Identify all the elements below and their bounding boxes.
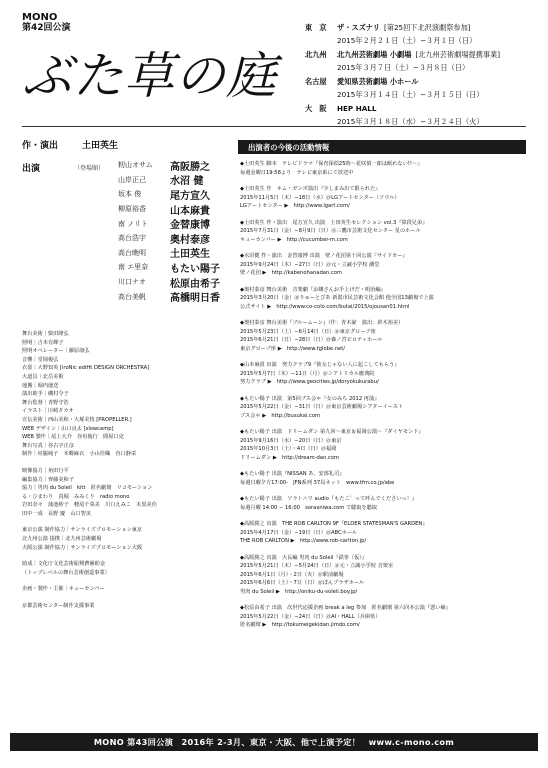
venue-line (305, 49, 500, 61)
staff-line: 協力｜男肉 du Soleil kitt 匿名劇壇 リコモーション (22, 485, 153, 492)
activity-line: 2015年5月22日（金）−31日（日）＠東京芸術劇場シアターイースト (240, 404, 404, 410)
activity-line: THE ROB CARLTON ▶ http://www.rob-carlton.jp/ (240, 538, 367, 544)
activity-line: 毎週金曜日19:58より テレビ東京系にて放送中 (240, 169, 354, 176)
actor-name: 高橋明日香 (170, 293, 220, 305)
actor-name: もたい陽子 (170, 263, 220, 275)
staff-line: 舞台監督｜青野守浩 (22, 399, 69, 406)
staff-credits (22, 330, 227, 611)
activity-line: 2015年6月6日（土）・7日（日）＠ぽんプラザホール (240, 580, 365, 586)
staff-line: 宣伝美術｜西山美和・大塚美枝 [PROPELLER.] (22, 416, 132, 423)
director-line (22, 140, 227, 153)
staff-block (22, 560, 227, 577)
activity-item (240, 428, 530, 462)
venue-name: 北九州芸術劇場 小劇場 (337, 50, 412, 59)
activity-line: ◆土田英生 作・演出 尾方宣久 出演 土田英生セレクション vol.3『算段兄弟』 (240, 219, 428, 226)
staff-line: 制作｜垣脇純子 本郷麻衣 小山佳織 谷口静栄 (22, 451, 137, 458)
activity-line: 公式サイト ▶ http://www.co-colo.com/butai/2015/ojousan01.html (240, 303, 410, 310)
cast-row (22, 289, 227, 304)
activity-line: LGアートセンター ▶ http://www.lgart.com/ (240, 203, 350, 209)
character-name: 柳原裕香 (118, 205, 146, 214)
actor-name: 金替康博 (170, 220, 210, 232)
staff-line: 大阪公演 制作協力｜サンライズプロモーション大阪 (22, 544, 143, 551)
staff-line: る・ひまわり 真堀 みみくり radio mono (22, 493, 130, 500)
activity-item (240, 286, 530, 312)
footer-banner: MONO 第43回公演 2016年 2-3月、東京・大阪、他で上演予定！ www.c-mono.com (10, 733, 538, 751)
activity-item (240, 495, 530, 512)
venue-city: 大 阪 (305, 104, 327, 113)
activity-line: キューカンパー ▶ http://cucumber-m.com (240, 236, 348, 243)
venue-city: 名古屋 (305, 77, 327, 86)
staff-line: 演出助手｜磯村令子 (22, 391, 69, 398)
activity-line: 2015年6月1日（月）・2日（火）＠駅前劇場 (240, 571, 344, 578)
venue-item (305, 103, 500, 128)
director-name: 土田英生 (82, 141, 119, 151)
venue-item (305, 22, 500, 47)
activity-line: 男肉 du Soleil ▶ http://oniku-du-soleil.boy.jp/ (240, 588, 358, 595)
cast-order-note: （登場順） (74, 165, 105, 172)
staff-line: 舞台写真｜谷古宇正彦 (22, 442, 74, 449)
activity-item (240, 361, 530, 387)
cast-row (22, 260, 227, 275)
activity-line: 毎週月曜 14:00 − 16:00 soraxniwa.com で聴取を聴取 (240, 504, 378, 511)
staff-line: 映像協力｜角田行平 (22, 467, 69, 474)
venue-city: 東 京 (305, 23, 327, 32)
activity-line: ◆高阪勝之 出演 THE ROB CARLTON 9F『ELDER STATESMAN'S GARDEN』 (240, 521, 428, 527)
staff-line: 照明｜吉本有輝子 (22, 339, 64, 346)
venue-name: ザ・スズナリ (337, 23, 380, 32)
venue-line (305, 22, 500, 34)
staff-line: 助成｜文化庁文化芸術振興費補助金 (22, 561, 106, 568)
activity-line: ◆奥村泰彦 舞台美術 音楽劇『お嬢さんお手上げだ・明治編』 (240, 286, 386, 293)
episode-label: 第42回公演 (22, 23, 71, 33)
venue-name: HEP HALL (337, 104, 377, 113)
activity-item (240, 470, 530, 487)
activity-line: ◆もたい陽子 出演 第5回ブス会＊『女のみち 2012 再演』 (240, 395, 380, 402)
activity-line: 2015年9月16日（水）−20日（日）＠東京 (240, 437, 342, 444)
actor-name: 山本麻貴 (170, 205, 210, 217)
staff-line: 衣裳｜大野知英 [iroNic ediHt DESIGN ORCHESTRA] (22, 365, 150, 372)
venue-list (305, 22, 500, 130)
activity-line: ◆松原由希子 出演 次世代応援企画 break a leg 参加 匿名劇壇 第六回本公演『悪い癖』 (240, 605, 451, 611)
activity-line: ◆もたい陽子 出演 ソラトニワ audio『もたこ゛って呼んでくださいっ！』 (240, 496, 418, 502)
staff-line: 舞台美術｜柴田隆弘 (22, 331, 69, 337)
actor-name: 土田英生 (170, 249, 210, 261)
venue-line (305, 103, 500, 115)
activity-line: 2015年7月31日（金）−8月9日（日）＠三鷹市芸術文化センター 星のホール (240, 228, 421, 234)
activity-line: ◆山本麻貴 出演 努力クラブ9『彼女じゃない人に起こしてもらう』 (240, 362, 400, 368)
activity-line: 壁ノ花団 ▶ http://kabenohanadan.com (240, 270, 342, 276)
venue-item (305, 49, 500, 74)
activity-line: ◆高阪勝之 出演 大長編 男肉 du Soleil『鉄拳（仮）』 (240, 554, 368, 561)
activity-line: 2015年3月20日（金）＠りゅーとぴあ 新潟市民芸術文化会館 他全国13劇場で上演 (240, 295, 434, 301)
activity-line: 2015年10月3日（土）・4日（日）＠福岡 (240, 446, 337, 452)
character-name: 高台晩明 (118, 248, 146, 257)
character-name: 南 ノリト (118, 219, 148, 228)
activity-line: ◆もたい陽子 出演 ドリームダン 第九回〜東京＆福岡公演〜『ダイヤモンド』 (240, 429, 424, 435)
activity-line: 2015年4月17日（金）−19日（日）＠ABCホール (240, 529, 358, 536)
character-name: 南 エ里奈 (118, 263, 149, 272)
actor-name: 奥村泰彦 (170, 234, 210, 246)
staff-block (22, 526, 227, 552)
character-name: 川口ナオ (118, 278, 146, 287)
cast-row (22, 275, 227, 290)
venue-dates: 2015年２月２１日（土）−３月１日（日） (337, 36, 477, 45)
character-name: 高台美帆 (118, 292, 146, 301)
staff-block (22, 602, 227, 611)
activity-line: 2015年5月21日（木）−5月24日（日）＠元・立誠小学校 音楽室 (240, 563, 394, 569)
staff-line: 音響｜堂岡俊弘 (22, 356, 59, 363)
cast-row (22, 173, 227, 188)
director-label: 作・演出 (22, 141, 59, 151)
cast-row (22, 202, 227, 217)
activity-item (240, 604, 530, 630)
activities-heading: 出演者の今後の活動情報 (238, 140, 526, 154)
activity-item (240, 160, 530, 177)
venue-name: 愛知県芸術劇場 小ホール (337, 77, 419, 86)
venue-dates: 2015年３月１８日（水）−３月２４日（火） (337, 117, 484, 126)
actor-name: 高阪勝之 (170, 161, 210, 173)
staff-line: 大道具｜北岳美術 (22, 373, 64, 380)
play-title: ぶた草の庭 (22, 47, 277, 105)
actor-name: 水沼 健 (170, 176, 204, 188)
activity-line: 2015年5月23日（土）−6月14日（日）＠東京グローブ座 (240, 328, 376, 335)
venue-city: 北九州 (305, 50, 327, 59)
activity-line: 2015年5月22日（金）−24日（日）＠AI・HALL（兵庫県） (240, 613, 381, 620)
staff-line: 編集協力｜齊藤美和子 (22, 476, 74, 483)
activity-line: ◆土田英生 作 キム・ガンボ演出『少しまみ出て限られた』 (240, 186, 381, 192)
character-name: 坂本 俊 (118, 190, 142, 199)
venue-item (305, 76, 500, 101)
activity-line: 2015年6月21日（日）−28日（日）＠森ノ宮ピロティホール (240, 337, 383, 343)
activity-line: ◆水沼健 作・演出 金替康博 出演 壁ノ花団第十回公演『サイドカー』 (240, 253, 408, 259)
cast-row (22, 231, 227, 246)
activity-item (240, 395, 530, 421)
activity-item (240, 319, 530, 353)
troupe-name: MONO (22, 12, 58, 23)
activity-line: ◆土田英生 脚本 テレビドラマ『保育探偵25時〜花咲慎一郎は眠れない!!〜』 (240, 161, 423, 167)
activity-item (240, 252, 530, 278)
venue-dates: 2015年３月７日（土）−３月８日（日） (337, 63, 470, 72)
cast-list (22, 158, 227, 304)
staff-line: 東京公演 制作協力｜サンライズプロモーション東京 (22, 527, 143, 534)
staff-line: 京都芸術センター制作支援事業 (22, 603, 95, 610)
activity-line: 努力クラブ ▶ http://www.geocities.jp/doryokukurabu/ (240, 379, 379, 385)
activities-list (240, 160, 530, 638)
staff-line: WEB 製作｜尾上大介 谷垣俊行 間屋口克 (22, 434, 124, 441)
cast-label: 出演 (22, 164, 41, 174)
activity-item (240, 520, 530, 546)
troupe-header (22, 12, 71, 34)
venue-line (305, 76, 500, 88)
cast-row (22, 216, 227, 231)
activity-line: 毎週日曜夕方17:00- JFN系列 37局ネット www.tfm.co.jp/abe (240, 479, 395, 486)
staff-line: イラスト｜川崎タカオ (22, 408, 74, 415)
staff-line: 田中一成 長野 慶 山口智美 (22, 510, 92, 517)
activity-line: ◆奥村泰彦 舞台美術『ブルームーン』（作：青木豪 演出：鈴木裕美） (240, 320, 404, 326)
character-name: 高台浩宇 (118, 234, 146, 243)
activity-line: 東京グローブ座 ▶ http://www.tglobe.net/ (240, 345, 346, 352)
venue-note: [北九州芸術劇場提携事業] (415, 50, 501, 59)
activity-line: 2015年11月5日（木）−18日（水）＠LGアートセンター（ソウル） (240, 194, 400, 201)
actor-name: 松原由希子 (170, 278, 220, 290)
divider (22, 126, 526, 127)
staff-line: 北九州公演 提携｜北九州芸術劇場 (22, 536, 102, 543)
staff-block (22, 467, 227, 519)
activity-line: ブス会＊ ▶ http://busukai.com (240, 412, 321, 419)
character-name: 籾山オサム (118, 161, 153, 170)
activity-line: ドリームダン ▶ http://dream-dan.com (240, 454, 339, 461)
staff-line: （トップレベルの舞台芸術創造事業） (22, 569, 110, 576)
activity-item (240, 185, 530, 211)
venue-dates: 2015年３月１４日（土）−３月１５日（日） (337, 90, 484, 99)
staff-block (22, 330, 227, 459)
activity-line: 匿名劇壇 ▶ http://tokumeigekidan.jimdo.com/ (240, 622, 360, 628)
credits-section (22, 140, 227, 304)
cast-row (22, 246, 227, 261)
staff-line: 岩田奈々 蒲池紗子 軽尾千菜美 川口えみこ 木黒美佳 (22, 502, 157, 509)
actor-name: 尾方宣久 (170, 190, 210, 202)
activity-line: 2015年5月7日（木）−11日（月）＠シアトリカル應典院 (240, 370, 375, 377)
staff-line: 運搬｜堀内運送 (22, 382, 59, 389)
activity-line: ◆もたい陽子 出演『NISSAN あ、安部礼司』 (240, 471, 345, 477)
venue-note: [第25回下北沢演劇祭参加] (383, 23, 471, 32)
activity-line: 2015年9月24日（木）−27日（日）＠元・立誠小学校 講堂 (240, 261, 380, 268)
activity-item (240, 219, 530, 245)
staff-line: 企画・製作・主催｜キューカンパー (22, 586, 105, 593)
staff-line: WEB デザイン｜山口良太 [slowcamp] (22, 425, 114, 432)
character-name: 山岸正己 (118, 175, 146, 184)
activity-item (240, 554, 530, 597)
staff-line: 照明オペレーター｜藤原康弘 (22, 348, 90, 355)
staff-block (22, 585, 227, 594)
cast-row (22, 187, 227, 202)
